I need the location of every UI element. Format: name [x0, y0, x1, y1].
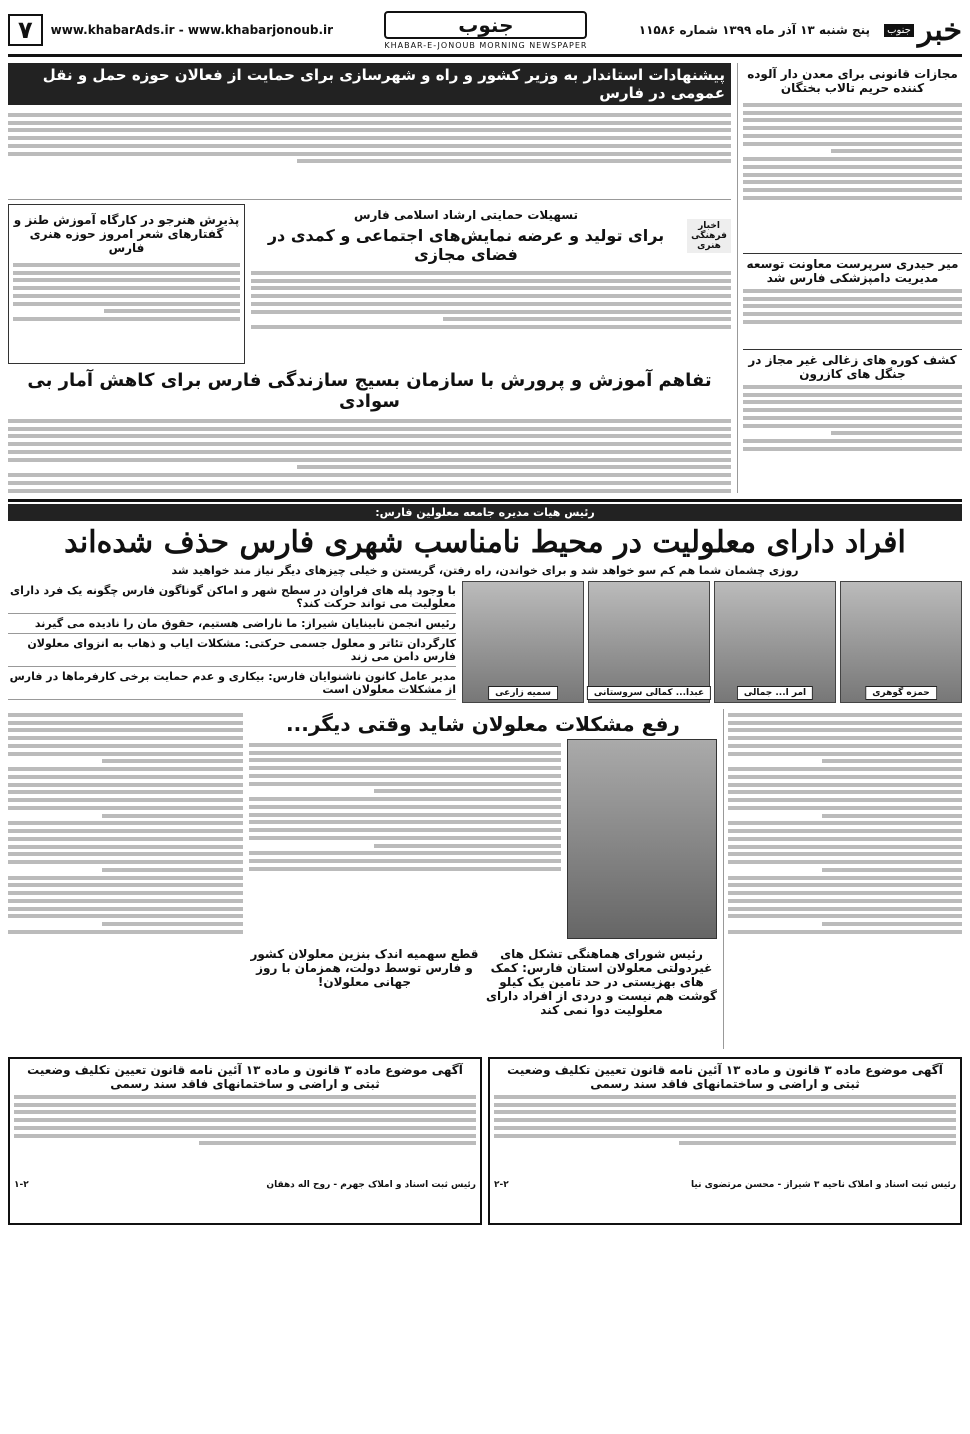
text-line — [249, 774, 561, 778]
text-line — [743, 103, 962, 107]
text-line — [249, 867, 561, 871]
feature-headline: افراد دارای معلولیت در محیط نامناسب شهری فارس حذف شده‌اند — [64, 525, 906, 560]
text-line — [297, 159, 731, 163]
text-line — [8, 481, 731, 485]
text-line — [8, 121, 731, 125]
text-line — [8, 883, 243, 887]
text-line — [728, 783, 962, 787]
text-line — [8, 775, 243, 779]
text-line — [8, 899, 243, 903]
text-line — [102, 922, 243, 926]
text-line — [728, 790, 962, 794]
workshop-box — [8, 204, 245, 364]
ad-right-code: ۲-۲ — [494, 1180, 509, 1190]
quote-4: مدیر عامل کانون ناشنوایان فارس: بیکاری و عدم حمایت برخی کارفرماها در فارس از مشکلات معلولان است — [8, 667, 456, 700]
text-line — [743, 408, 962, 412]
text-line — [104, 309, 240, 313]
english-masthead: KHABAR-E-JONOUB MORNING NEWSPAPER — [384, 40, 588, 50]
text-line — [8, 930, 243, 934]
inner-body — [249, 739, 561, 939]
workshop-title: پذیرش هنرجو در کارگاه آموزش طنز و گفتارهای شعر امروز حوزه هنری فارس — [13, 213, 240, 255]
text-line — [743, 416, 962, 420]
text-line — [728, 930, 962, 934]
text-line — [743, 165, 962, 169]
ad-left-body — [14, 1091, 476, 1176]
text-line — [822, 868, 962, 872]
text-line — [8, 442, 731, 446]
text-line — [8, 113, 731, 117]
text-line — [728, 837, 962, 841]
text-line — [743, 385, 962, 389]
text-line — [728, 736, 962, 740]
literacy-body — [8, 415, 731, 530]
text-line — [199, 1141, 476, 1145]
inner-pull-quote-2: قطع سهمیه اندک بنزین معلولان کشور و فارس توسط دولت، همزمان با روز جهانی معلولان! — [250, 947, 479, 989]
text-line — [8, 128, 731, 132]
text-line — [743, 424, 962, 428]
inner-story — [249, 709, 717, 1049]
text-line — [8, 427, 731, 431]
feature-body-col-3 — [8, 709, 243, 1049]
text-line — [8, 767, 243, 771]
quote-list — [8, 581, 456, 703]
ad-left-signature: رئیس ثبت اسناد و املاک جهرم - روح اله دهقان — [266, 1180, 476, 1190]
text-line — [13, 302, 240, 306]
text-line — [728, 829, 962, 833]
arts-title: برای تولید و عرضه نمایش‌های اجتماعی و کمدی در فضای مجازی — [267, 226, 665, 264]
logo-sub: جنوب — [884, 24, 914, 37]
text-line — [743, 320, 962, 324]
text-line — [743, 297, 962, 301]
text-line — [494, 1126, 956, 1130]
workshop-body — [13, 259, 240, 359]
quote-1: با وجود پله های فراوان در سطح شهر و اماکن گوناگون فارس چگونه یک فرد دارای معلولیت می تواند حرکت کند؟ — [8, 581, 456, 614]
text-line — [249, 743, 561, 747]
text-line — [8, 876, 243, 880]
text-line — [743, 289, 962, 293]
text-line — [297, 465, 731, 469]
text-line — [743, 126, 962, 130]
feature-body-col-1 — [723, 709, 962, 1049]
text-line — [249, 805, 561, 809]
inner-pull-quote: رئیس شورای هماهنگی تشکل های غیردولتی معلولان استان فارس: کمک های بهزیستی در حد تامین یک کیلو گوشت هم نیست و دردی از افراد دارای معلولیت دوا نمی کند — [486, 947, 717, 1017]
ad-left-code: ۱-۲ — [14, 1180, 29, 1190]
text-line — [679, 1141, 956, 1145]
text-line — [8, 136, 731, 140]
text-line — [443, 317, 731, 321]
arts-kicker: اخبار فرهنگی هنری — [687, 219, 731, 253]
text-line — [8, 736, 243, 740]
text-line — [728, 907, 962, 911]
text-line — [494, 1134, 956, 1138]
literacy-title: تفاهم آموزش و پرورش با سازمان بسیج سازندگی فارس برای کاهش آمار بی سوادی — [27, 370, 712, 412]
text-line — [8, 744, 243, 748]
text-line — [8, 434, 731, 438]
text-line — [494, 1118, 956, 1122]
text-line — [8, 860, 243, 864]
portrait-4 — [462, 581, 584, 703]
text-line — [8, 419, 731, 423]
text-line — [728, 721, 962, 725]
masthead — [8, 6, 962, 57]
text-line — [743, 134, 962, 138]
portrait-caption: سمیه زارعی — [488, 686, 558, 700]
text-line — [728, 728, 962, 732]
text-line — [743, 393, 962, 397]
page-number: ۷ — [8, 14, 43, 46]
text-line — [8, 713, 243, 717]
ad-left-title: آگهی موضوع ماده ۳ قانون و ماده ۱۳ آئین نامه قانون تعیین تکلیف وضعیت ثبتی و اراضی و ساختمانهای فاقد سند رسمی — [27, 1063, 463, 1091]
text-line — [102, 814, 243, 818]
sidebar-story2-title: میر حیدری سرپرست معاونت توسعه مدیریت دامپزشکی فارس شد — [743, 253, 962, 285]
text-line — [728, 899, 962, 903]
text-line — [249, 820, 561, 824]
text-line — [249, 782, 561, 786]
text-line — [743, 304, 962, 308]
text-line — [8, 752, 243, 756]
logo — [639, 13, 962, 48]
text-line — [728, 752, 962, 756]
website-links[interactable]: www.khabarAds.ir - www.khabarjonoub.ir — [50, 23, 334, 37]
text-line — [102, 759, 243, 763]
sidebar-story3-title: کشف کوره های زغالی غیر مجاز در جنگل های کازرون — [743, 349, 962, 381]
text-line — [14, 1126, 476, 1130]
text-line — [8, 837, 243, 841]
text-line — [249, 828, 561, 832]
text-line — [251, 325, 731, 329]
arts-story — [251, 204, 731, 364]
text-line — [249, 758, 561, 762]
text-line — [743, 196, 962, 200]
text-line — [743, 173, 962, 177]
text-line — [8, 798, 243, 802]
text-line — [728, 914, 962, 918]
text-line — [8, 845, 243, 849]
text-line — [251, 286, 731, 290]
text-line — [249, 836, 561, 840]
text-line — [743, 111, 962, 115]
text-line — [743, 439, 962, 443]
sidebar — [737, 63, 962, 493]
text-line — [728, 845, 962, 849]
lead-body — [8, 109, 731, 200]
text-line — [743, 400, 962, 404]
text-line — [249, 797, 561, 801]
text-line — [743, 180, 962, 184]
text-line — [728, 744, 962, 748]
text-line — [728, 821, 962, 825]
portrait-3 — [588, 581, 710, 703]
text-line — [822, 759, 962, 763]
text-line — [13, 263, 240, 267]
text-line — [831, 431, 962, 435]
text-line — [822, 922, 962, 926]
text-line — [14, 1103, 476, 1107]
text-line — [14, 1118, 476, 1122]
text-line — [8, 728, 243, 732]
text-line — [14, 1095, 476, 1099]
quote-3: کارگردان تئاتر و معلول جسمی حرکتی: مشکلات ایاب و ذهاب به انزوای معلولان فارس دامن می زند — [8, 634, 456, 667]
portrait-row — [462, 581, 962, 703]
text-line — [8, 450, 731, 454]
text-line — [743, 157, 962, 161]
text-line — [13, 294, 240, 298]
text-line — [14, 1110, 476, 1114]
arts-subtitle: تسهیلات حمایتی ارشاد اسلامی فارس — [353, 208, 579, 222]
sidebar-story1-body — [743, 99, 962, 249]
portrait-2 — [714, 581, 836, 703]
text-line — [743, 312, 962, 316]
text-line — [13, 271, 240, 275]
inner-photo — [567, 739, 717, 939]
text-line — [8, 473, 731, 477]
text-line — [249, 766, 561, 770]
top-main — [8, 63, 731, 493]
ad-right-signature: رئیس ثبت اسناد و املاک ناحیه ۳ شیراز - محسن مرتضوی نیا — [691, 1180, 956, 1190]
text-line — [743, 142, 962, 146]
feature-section — [8, 499, 962, 1049]
text-line — [8, 821, 243, 825]
text-line — [8, 489, 731, 493]
portrait-caption: امر ا... جمالی — [737, 686, 813, 700]
text-line — [251, 271, 731, 275]
text-line — [374, 844, 561, 848]
text-line — [8, 806, 243, 810]
sidebar-story2-body — [743, 285, 962, 345]
text-line — [102, 868, 243, 872]
ad-right-body — [494, 1091, 956, 1176]
text-line — [14, 1134, 476, 1138]
text-line — [13, 286, 240, 290]
text-line — [8, 721, 243, 725]
text-line — [728, 876, 962, 880]
text-line — [374, 789, 561, 793]
text-line — [728, 806, 962, 810]
sidebar-story3-body — [743, 381, 962, 491]
text-line — [251, 302, 731, 306]
text-line — [251, 310, 731, 314]
text-line — [728, 860, 962, 864]
feature-kicker: رئیس هیات مدیره جامعه معلولین فارس: — [8, 504, 962, 521]
text-line — [8, 829, 243, 833]
text-line — [743, 188, 962, 192]
ad-right — [488, 1057, 962, 1225]
portrait-caption: حمزه گوهری — [865, 686, 937, 700]
text-line — [249, 751, 561, 755]
text-line — [8, 790, 243, 794]
feature-subhead: روزی چشمان شما هم کم سو خواهد شد و برای خواندن، راه رفتن، گریستن و خیلی چیزهای دیگر نیاز مند خواهید شد — [171, 564, 799, 577]
text-line — [728, 775, 962, 779]
text-line — [494, 1103, 956, 1107]
text-line — [728, 852, 962, 856]
text-line — [743, 447, 962, 451]
text-line — [8, 891, 243, 895]
text-line — [822, 814, 962, 818]
text-line — [8, 152, 731, 156]
lead-headline: پیشنهادات استاندار به وزیر کشور و راه و شهرسازی برای حمایت از فعالان حوزه حمل و نقل عمومی در فارس — [8, 63, 731, 105]
ad-right-title: آگهی موضوع ماده ۳ قانون و ماده ۱۳ آئین نامه قانون تعیین تکلیف وضعیت ثبتی و اراضی و ساختمانهای فاقد سند رسمی — [507, 1063, 943, 1091]
text-line — [831, 149, 962, 153]
text-line — [249, 851, 561, 855]
portrait-caption: عبدا... کمالی سروستانی — [587, 686, 711, 700]
portrait-1 — [840, 581, 962, 703]
text-line — [728, 883, 962, 887]
logo-text: خبر — [917, 12, 962, 48]
text-line — [8, 914, 243, 918]
ads-row — [8, 1057, 962, 1225]
ad-left — [8, 1057, 482, 1225]
text-line — [728, 767, 962, 771]
text-line — [8, 907, 243, 911]
quote-2: رئیس انجمن نابینایان شیراز: ما ناراضی هستیم، حقوق مان را نادیده می گیرند — [8, 614, 456, 634]
text-line — [728, 891, 962, 895]
date-line: پنج شنبه ۱۳ آذر ماه ۱۳۹۹ شماره ۱۱۵۸۶ — [638, 23, 871, 37]
text-line — [728, 713, 962, 717]
text-line — [8, 852, 243, 856]
text-line — [494, 1095, 956, 1099]
text-line — [13, 278, 240, 282]
text-line — [249, 859, 561, 863]
section-header — [384, 11, 587, 50]
section-name: جنوب — [384, 11, 587, 39]
text-line — [728, 798, 962, 802]
text-line — [8, 144, 731, 148]
text-line — [8, 783, 243, 787]
text-line — [13, 317, 240, 321]
text-line — [494, 1110, 956, 1114]
text-line — [251, 279, 731, 283]
inner-headline: رفع مشکلات معلولان شاید وقتی دیگر... — [286, 712, 680, 736]
arts-body — [251, 267, 731, 362]
text-line — [251, 294, 731, 298]
sidebar-story1-title: مجازات قانونی برای معدن دار آلوده کننده حریم تالاب بختگان — [747, 67, 958, 95]
text-line — [8, 458, 731, 462]
text-line — [743, 118, 962, 122]
text-line — [249, 813, 561, 817]
